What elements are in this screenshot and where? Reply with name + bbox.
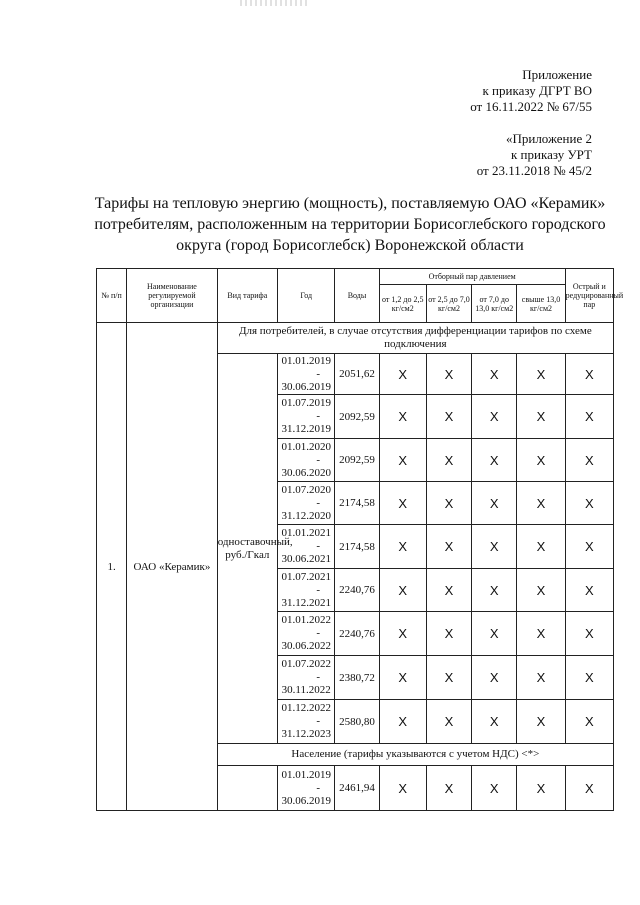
not-applicable-mark: X <box>379 525 426 569</box>
not-applicable-mark: X <box>565 354 613 395</box>
not-applicable-mark: X <box>517 482 565 525</box>
period-cell <box>278 569 335 612</box>
period-end: 31.12.2023 <box>281 728 331 740</box>
water-tariff-value: 2092,59 <box>335 439 379 482</box>
period-end: 30.06.2019 <box>281 794 331 807</box>
not-applicable-mark: X <box>472 525 517 569</box>
water-tariff-value: 2174,58 <box>335 525 379 569</box>
period-end: 31.12.2020 <box>281 509 331 522</box>
tariff-kind: одноставочный, руб./Гкал <box>217 354 277 744</box>
period-start: 01.07.2022 <box>281 658 331 670</box>
water-tariff-value: 2051,62 <box>335 354 379 395</box>
not-applicable-mark: X <box>426 395 471 439</box>
not-applicable-mark: X <box>565 525 613 569</box>
period-dash: - <box>316 367 321 380</box>
appendix-line: к приказу УРТ <box>510 147 592 162</box>
document-title <box>80 193 620 256</box>
not-applicable-mark: X <box>472 569 517 612</box>
header-steam-group: Отборный пар давлением <box>379 269 565 285</box>
period-end: 30.11.2022 <box>281 684 331 696</box>
period-dash: - <box>316 715 321 727</box>
not-applicable-mark: X <box>472 612 517 656</box>
period-start: 01.01.2019 <box>281 768 331 781</box>
not-applicable-mark: X <box>565 395 613 439</box>
header-year: Год <box>278 269 335 323</box>
water-tariff-value: 2461,94 <box>335 766 379 811</box>
period-start: 01.12.2022 <box>281 702 331 714</box>
period-dash: - <box>316 540 321 552</box>
not-applicable-mark: X <box>472 395 517 439</box>
period-cell <box>278 354 335 395</box>
period-dash: - <box>316 453 321 466</box>
not-applicable-mark: X <box>426 766 471 811</box>
not-applicable-mark: X <box>565 439 613 482</box>
title-line: Тарифы на тепловую энергию (мощность), поставляемую ОАО «Керамик» <box>94 195 606 212</box>
water-tariff-value: 2240,76 <box>335 612 379 656</box>
not-applicable-mark: X <box>426 700 471 744</box>
not-applicable-mark: X <box>379 482 426 525</box>
not-applicable-mark: X <box>379 354 426 395</box>
not-applicable-mark: X <box>517 766 565 811</box>
header-steam-4: свыше 13,0 кг/см2 <box>517 285 565 323</box>
period-cell <box>278 612 335 656</box>
period-end: 30.06.2019 <box>281 380 331 393</box>
not-applicable-mark: X <box>379 656 426 700</box>
not-applicable-mark: X <box>426 482 471 525</box>
title-line: потребителям, расположенным на территории Борисоглебского городского <box>94 216 606 233</box>
tariff-table <box>96 268 624 811</box>
period-start: 01.01.2022 <box>281 614 331 626</box>
period-start: 01.07.2020 <box>281 483 331 496</box>
header-water: Воды <box>335 269 379 323</box>
not-applicable-mark: X <box>426 439 471 482</box>
water-tariff-value: 2580,80 <box>335 700 379 744</box>
appendix-line: от 16.11.2022 № 67/55 <box>470 99 592 114</box>
period-start: 01.01.2021 <box>281 527 331 539</box>
period-dash: - <box>316 583 321 596</box>
not-applicable-mark: X <box>565 482 613 525</box>
period-end: 31.12.2019 <box>281 423 331 435</box>
period-dash: - <box>316 781 321 794</box>
not-applicable-mark: X <box>472 482 517 525</box>
period-start: 01.01.2019 <box>281 354 331 367</box>
period-cell <box>278 482 335 525</box>
appendix-line: к приказу ДГРТ ВО <box>482 83 592 98</box>
not-applicable-mark: X <box>379 439 426 482</box>
not-applicable-mark: X <box>472 354 517 395</box>
not-applicable-mark: X <box>517 569 565 612</box>
period-cell <box>278 395 335 439</box>
not-applicable-mark: X <box>565 612 613 656</box>
period-end: 30.06.2020 <box>281 466 331 479</box>
organization-name: ОАО «Керамик» <box>127 323 218 811</box>
header-num: № п/п <box>97 269 127 323</box>
not-applicable-mark: X <box>565 766 613 811</box>
not-applicable-mark: X <box>426 656 471 700</box>
period-end: 30.06.2022 <box>281 640 331 652</box>
period-dash: - <box>316 627 321 639</box>
not-applicable-mark: X <box>517 439 565 482</box>
period-cell <box>278 656 335 700</box>
scan-artifact <box>240 0 310 6</box>
header-steam-2: от 2,5 до 7,0 кг/см2 <box>426 285 471 323</box>
header-steam-3: от 7,0 до 13,0 кг/см2 <box>472 285 517 323</box>
row-number: 1. <box>97 323 127 811</box>
not-applicable-mark: X <box>379 700 426 744</box>
not-applicable-mark: X <box>565 656 613 700</box>
header-org: Наименование регулируемой организации <box>127 269 218 323</box>
period-dash: - <box>316 410 321 422</box>
not-applicable-mark: X <box>379 395 426 439</box>
not-applicable-mark: X <box>517 395 565 439</box>
not-applicable-mark: X <box>379 569 426 612</box>
water-tariff-value: 2092,59 <box>335 395 379 439</box>
title-line: округа (город Борисоглебск) Воронежской области <box>176 237 524 254</box>
header-steam-1: от 1,2 до 2,5 кг/см2 <box>379 285 426 323</box>
not-applicable-mark: X <box>517 700 565 744</box>
not-applicable-mark: X <box>472 700 517 744</box>
not-applicable-mark: X <box>379 766 426 811</box>
not-applicable-mark: X <box>426 354 471 395</box>
section-row: Население (тарифы указываются с учетом НДС) <*> <box>217 744 613 766</box>
period-cell <box>278 766 335 811</box>
not-applicable-mark: X <box>426 525 471 569</box>
period-start: 01.07.2021 <box>281 570 331 583</box>
not-applicable-mark: X <box>517 525 565 569</box>
not-applicable-mark: X <box>517 656 565 700</box>
not-applicable-mark: X <box>379 612 426 656</box>
water-tariff-value: 2174,58 <box>335 482 379 525</box>
not-applicable-mark: X <box>565 569 613 612</box>
period-start: 01.07.2019 <box>281 397 331 409</box>
water-tariff-value: 2380,72 <box>335 656 379 700</box>
not-applicable-mark: X <box>472 766 517 811</box>
appendix-line: «Приложение 2 <box>505 131 592 146</box>
period-end: 31.12.2021 <box>281 596 331 609</box>
water-tariff-value: 2240,76 <box>335 569 379 612</box>
not-applicable-mark: X <box>517 354 565 395</box>
header-sharp-steam: Острый и редуцированный пар <box>565 269 613 323</box>
period-start: 01.01.2020 <box>281 440 331 453</box>
empty-cell <box>217 766 277 811</box>
not-applicable-mark: X <box>565 700 613 744</box>
not-applicable-mark: X <box>426 569 471 612</box>
period-cell <box>278 439 335 482</box>
header-tariff-kind: Вид тарифа <box>217 269 277 323</box>
section-row: Для потребителей, в случае отсутствия дифференциации тарифов по схеме подключения <box>217 323 613 354</box>
period-cell <box>278 700 335 744</box>
period-end: 30.06.2021 <box>281 553 331 565</box>
period-dash: - <box>316 496 321 509</box>
not-applicable-mark: X <box>426 612 471 656</box>
not-applicable-mark: X <box>517 612 565 656</box>
appendix-line: Приложение <box>522 67 592 82</box>
appendix-line: от 23.11.2018 № 45/2 <box>476 163 592 178</box>
not-applicable-mark: X <box>472 656 517 700</box>
appendix-header <box>470 67 592 115</box>
period-dash: - <box>316 671 321 683</box>
not-applicable-mark: X <box>472 439 517 482</box>
appendix-reference <box>477 131 592 179</box>
